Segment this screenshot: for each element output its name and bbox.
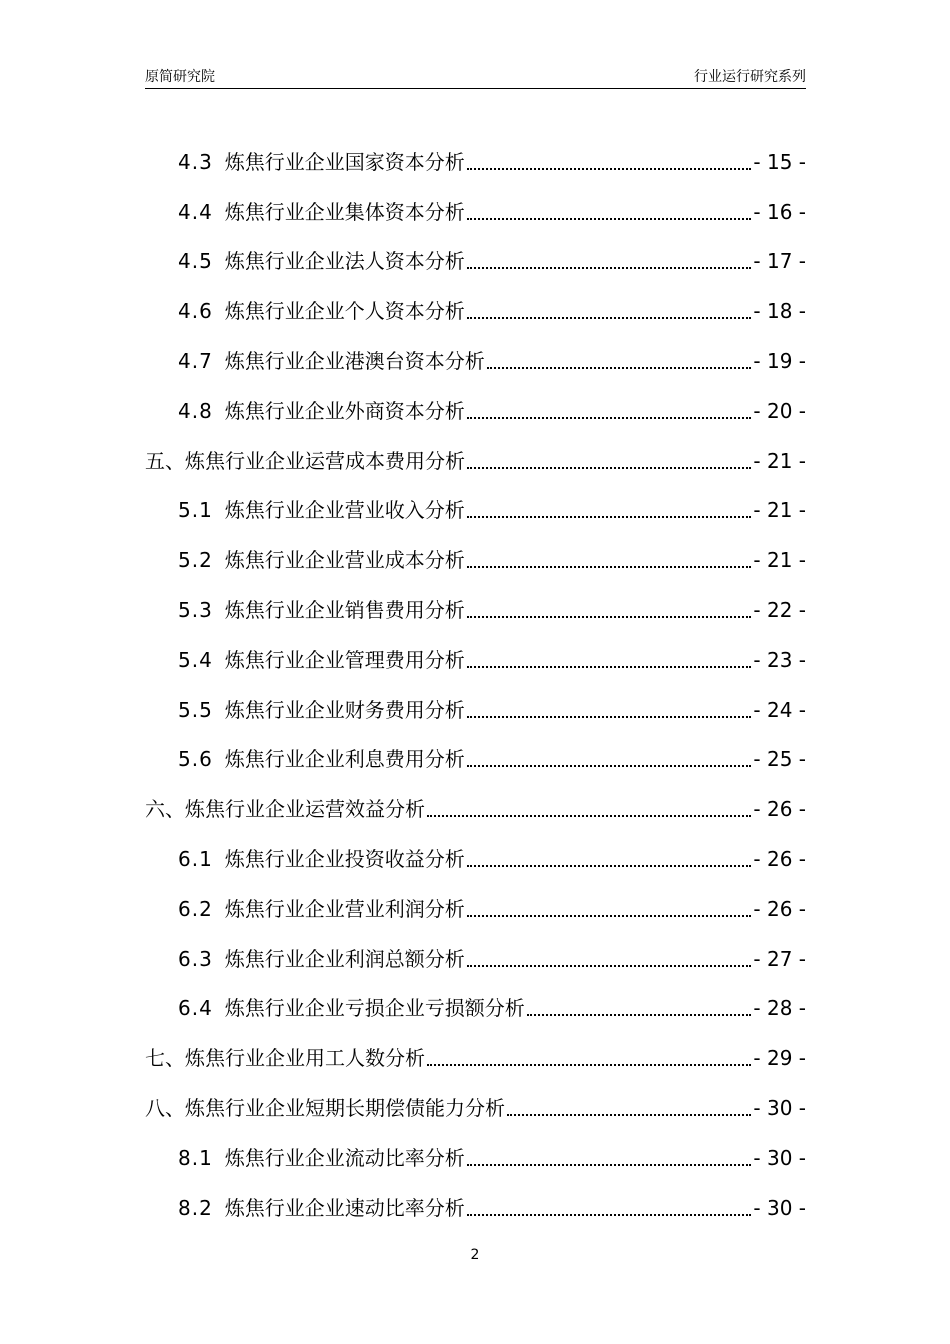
toc-entry-page: - 18 - (753, 299, 806, 324)
toc-entry[interactable] (145, 474, 806, 524)
toc-entry-page: - 21 - (753, 548, 806, 573)
toc-entry[interactable] (145, 1121, 806, 1171)
toc-entry-title: 炼焦行业企业营业利润分析 (224, 896, 465, 921)
toc-dot-leader (467, 466, 751, 469)
toc-entry-page: - 30 - (753, 1095, 806, 1120)
toc-entry-number: 8.1 (178, 1145, 213, 1170)
toc-entry-number: 6.4 (178, 996, 213, 1021)
toc-entry-title: 炼焦行业企业外商资本分析 (224, 398, 465, 423)
toc-dot-leader (427, 814, 751, 817)
toc-entry-page: - 24 - (753, 697, 806, 722)
toc-entry-number: 4.3 (178, 149, 213, 174)
toc-dot-leader (467, 266, 752, 269)
toc-dot-leader (467, 565, 752, 568)
toc-entry-number: 5.4 (178, 647, 213, 672)
toc-entry-number: 6.1 (178, 846, 213, 871)
toc-entry-page: - 27 - (753, 946, 806, 971)
toc-dot-leader (467, 1163, 752, 1166)
toc-entry-title: 炼焦行业企业国家资本分析 (224, 149, 465, 174)
toc-entry-page: - 20 - (753, 398, 806, 423)
toc-entry[interactable] (145, 723, 806, 773)
toc-entry-title: 炼焦行业企业法人资本分析 (224, 249, 465, 274)
toc-dot-leader (467, 515, 752, 518)
toc-entry-number: 5.2 (178, 548, 213, 573)
toc-entry-number: 4.5 (178, 249, 213, 274)
toc-entry[interactable] (145, 523, 806, 573)
toc-entry[interactable] (145, 573, 806, 623)
toc-entry-title: 炼焦行业企业流动比率分析 (224, 1145, 465, 1170)
toc-entry[interactable] (145, 1071, 806, 1121)
toc-entry-title: 八、炼焦行业企业短期长期偿债能力分析 (145, 1095, 505, 1120)
toc-entry-title: 炼焦行业企业利润总额分析 (224, 946, 465, 971)
toc-entry-title: 炼焦行业企业投资收益分析 (224, 846, 465, 871)
toc-entry-page: - 29 - (753, 1046, 806, 1071)
toc-dot-leader (507, 1113, 751, 1116)
toc-entry-number: 5.1 (178, 498, 213, 523)
toc-entry[interactable] (145, 324, 806, 374)
toc-dot-leader (467, 914, 752, 917)
toc-entry-title: 六、炼焦行业企业运营效益分析 (145, 797, 425, 822)
toc-entry-page: - 28 - (753, 996, 806, 1021)
toc-entry-number: 4.4 (178, 199, 213, 224)
toc-dot-leader (467, 416, 752, 419)
toc-entry-title: 炼焦行业企业销售费用分析 (224, 597, 465, 622)
toc-dot-leader (467, 715, 752, 718)
toc-entry-number: 6.2 (178, 896, 213, 921)
table-of-contents (145, 125, 806, 1221)
toc-entry-title: 五、炼焦行业企业运营成本费用分析 (145, 448, 465, 473)
toc-entry-title: 七、炼焦行业企业用工人数分析 (145, 1046, 425, 1071)
toc-entry[interactable] (145, 673, 806, 723)
toc-dot-leader (467, 964, 752, 967)
toc-entry-page: - 16 - (753, 199, 806, 224)
toc-dot-leader (467, 764, 752, 767)
toc-entry-title: 炼焦行业企业港澳台资本分析 (224, 348, 485, 373)
toc-entry[interactable] (145, 125, 806, 175)
toc-entry-page: - 22 - (753, 597, 806, 622)
toc-entry-number: 4.7 (178, 348, 213, 373)
toc-entry[interactable] (145, 424, 806, 474)
toc-entry-number: 5.3 (178, 597, 213, 622)
toc-entry-number: 4.8 (178, 398, 213, 423)
toc-dot-leader (467, 615, 752, 618)
toc-entry-title: 炼焦行业企业营业成本分析 (224, 548, 465, 573)
toc-entry-page: - 30 - (753, 1195, 806, 1220)
toc-entry[interactable] (145, 772, 806, 822)
toc-dot-leader (427, 1063, 751, 1066)
toc-dot-leader (467, 1213, 752, 1216)
toc-dot-leader (467, 167, 752, 170)
toc-entry[interactable] (145, 1171, 806, 1221)
toc-entry-number: 5.6 (178, 747, 213, 772)
toc-entry[interactable] (145, 972, 806, 1022)
toc-entry-number: 4.6 (178, 299, 213, 324)
toc-entry[interactable] (145, 623, 806, 673)
toc-entry-page: - 26 - (753, 846, 806, 871)
toc-entry-page: - 23 - (753, 647, 806, 672)
toc-entry-page: - 15 - (753, 149, 806, 174)
toc-entry-page: - 30 - (753, 1145, 806, 1170)
toc-dot-leader (487, 366, 752, 369)
toc-entry-number: 6.3 (178, 946, 213, 971)
toc-entry-title: 炼焦行业企业营业收入分析 (224, 498, 465, 523)
toc-entry-title: 炼焦行业企业财务费用分析 (224, 697, 465, 722)
toc-entry-title: 炼焦行业企业集体资本分析 (224, 199, 465, 224)
page-header (145, 66, 806, 89)
toc-entry-page: - 21 - (753, 498, 806, 523)
toc-entry-title: 炼焦行业企业个人资本分析 (224, 299, 465, 324)
page-number: 2 (470, 1247, 480, 1263)
toc-entry-page: - 17 - (753, 249, 806, 274)
toc-entry-page: - 26 - (753, 896, 806, 921)
toc-dot-leader (527, 1013, 752, 1016)
toc-dot-leader (467, 864, 752, 867)
toc-entry[interactable] (145, 225, 806, 275)
toc-entry[interactable] (145, 822, 806, 872)
toc-entry-page: - 26 - (753, 797, 806, 822)
toc-entry[interactable] (145, 374, 806, 424)
toc-dot-leader (467, 217, 752, 220)
header-series: 行业运行研究系列 (694, 69, 806, 85)
toc-entry[interactable] (145, 922, 806, 972)
toc-entry[interactable] (145, 872, 806, 922)
toc-entry-number: 5.5 (178, 697, 213, 722)
toc-entry-title: 炼焦行业企业速动比率分析 (224, 1195, 465, 1220)
toc-entry-page: - 25 - (753, 747, 806, 772)
toc-dot-leader (467, 316, 752, 319)
header-publisher: 原简研究院 (145, 69, 215, 85)
toc-entry-title: 炼焦行业企业利息费用分析 (224, 747, 465, 772)
toc-dot-leader (467, 665, 752, 668)
toc-entry-title: 炼焦行业企业管理费用分析 (224, 647, 465, 672)
toc-entry-page: - 19 - (753, 348, 806, 373)
toc-entry[interactable] (145, 175, 806, 225)
toc-entry-page: - 21 - (753, 448, 806, 473)
toc-entry[interactable] (145, 274, 806, 324)
toc-entry-title: 炼焦行业企业亏损企业亏损额分析 (224, 996, 525, 1021)
toc-entry[interactable] (145, 1021, 806, 1071)
toc-entry-number: 8.2 (178, 1195, 213, 1220)
